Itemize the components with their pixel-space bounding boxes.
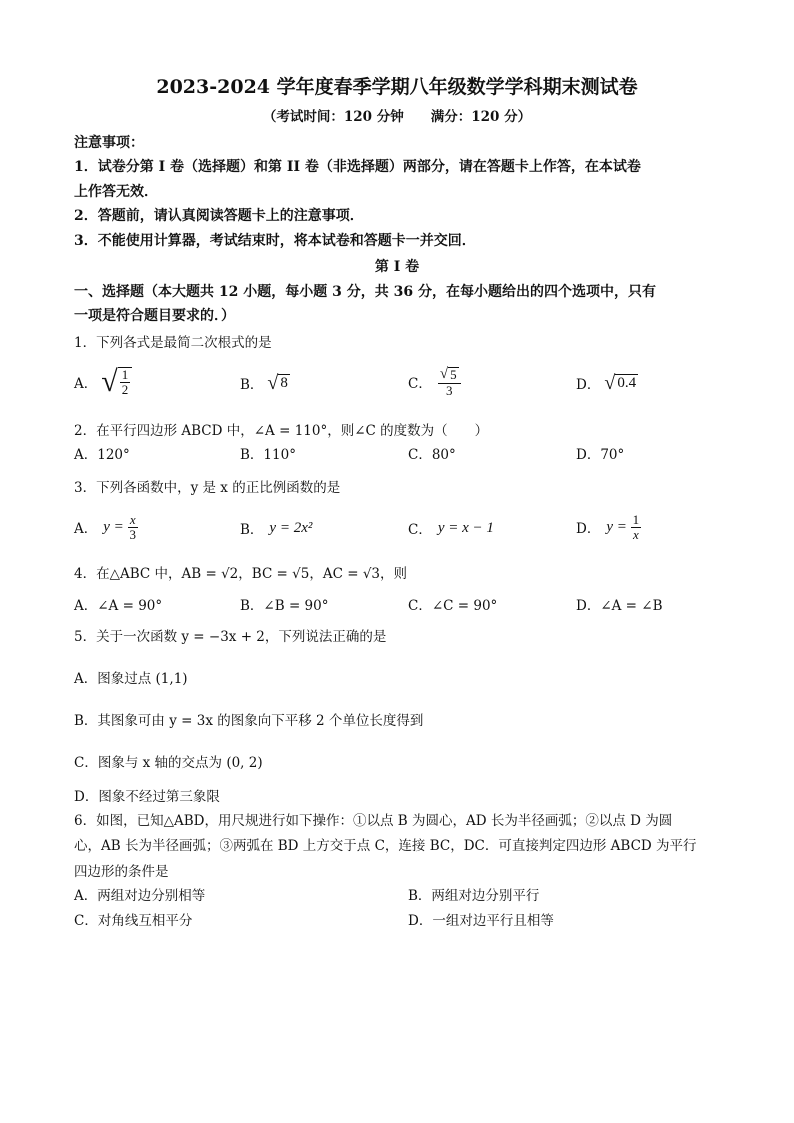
- q6-option-b: B．两组对边分别平行: [408, 888, 540, 904]
- math-y-eq-1-over-x: y =: [606, 518, 631, 535]
- q1-option-a: [74, 362, 132, 402]
- math-sqrt-one-half: √ $\frac{1}{2}$: [101, 365, 132, 399]
- q1-option-c: [408, 362, 461, 402]
- q1-option-d: [576, 370, 638, 396]
- notice-item-2: 2．答题前，请认真阅读答题卡上的注意事项．: [74, 208, 364, 224]
- q2-option-c: C．80°: [408, 447, 456, 463]
- q4-option-b: B．∠B = 90°: [240, 598, 329, 614]
- math-y-eq-2x2: y = 2x²: [269, 519, 313, 536]
- q2-option-b: B．110°: [240, 447, 296, 463]
- option-label: C．: [408, 376, 432, 392]
- notice-item-3: 3．不能使用计算器，考试结束时，将本试卷和答题卡一并交回．: [74, 233, 476, 249]
- section-heading: 一、选择题（本大题共 12 小题，每小题 3 分，共 36 分，在每小题给出的四个选项中，只有: [74, 284, 656, 300]
- math-sqrt-0-4: √ 0.4: [604, 371, 637, 394]
- q4-option-c: C．∠C = 90°: [408, 598, 498, 614]
- math-x-over-3: $\frac{x}{3}$: [129, 511, 137, 542]
- option-label: D．: [576, 377, 601, 393]
- math-y-eq-x-over-3: y =: [103, 518, 128, 535]
- q5-option-d: D．图象不经过第三象限: [74, 789, 220, 805]
- q3-option-b: [240, 515, 312, 541]
- option-label: B．: [240, 522, 264, 538]
- q4-option-d: D．∠A = ∠B: [576, 598, 663, 614]
- option-label: D．: [576, 521, 601, 537]
- q3-option-a: [74, 507, 138, 547]
- q3-stem: 3．下列各函数中，y 是 x 的正比例函数的是: [74, 480, 341, 496]
- q3-option-c: [408, 515, 494, 541]
- q6-stem-line-2: 心，AB 长为半径画弧；③两弧在 BD 上方交于点 C，连接 BC，DC．可直接判定四边形 ABCD 为平行: [74, 838, 697, 854]
- q1-stem: 1．下列各式是最简二次根式的是: [74, 335, 272, 351]
- math-sqrt5-over-3: √ 5 3: [438, 367, 461, 398]
- q2-stem: 2．在平行四边形 ABCD 中，∠A = 110°，则∠C 的度数为（ ）: [74, 423, 489, 439]
- notice-item-1-cont: 上作答无效．: [74, 184, 158, 200]
- q6-option-a: A．两组对边分别相等: [74, 888, 206, 904]
- exam-subtitle: （考试时间：120 分钟 满分：120 分）: [262, 109, 532, 125]
- q3-option-d: [576, 507, 641, 547]
- q6-option-c: C．对角线互相平分: [74, 913, 193, 929]
- q6-option-d: D．一组对边平行且相等: [408, 913, 554, 929]
- math-sqrt-8: √ 8: [267, 371, 288, 394]
- volume-heading: 第 I 卷: [374, 259, 420, 275]
- q6-stem-line-1: 6．如图，已知△ABD，用尺规进行如下操作：①以点 B 为圆心，AD 长为半径画弧；②以点 D 为圆: [74, 813, 673, 829]
- q2-option-a: A．120°: [74, 447, 130, 463]
- notice-heading: 注意事项：: [74, 135, 144, 151]
- q2-option-d: D．70°: [576, 447, 625, 463]
- math-y-eq-x-minus-1: y = x − 1: [437, 519, 494, 536]
- option-label: C．: [408, 522, 432, 538]
- q4-option-a: A．∠A = 90°: [74, 598, 163, 614]
- q1-option-b: [240, 370, 290, 396]
- option-label: A．: [74, 376, 98, 392]
- q5-option-c: C．图象与 x 轴的交点为 (0, 2): [74, 755, 263, 771]
- option-label: B．: [240, 377, 264, 393]
- q5-option-b: B．其图象可由 y = 3x 的图象向下平移 2 个单位长度得到: [74, 713, 424, 729]
- exam-title: 2023-2024 学年度春季学期八年级数学学科期末测试卷: [156, 76, 638, 98]
- notice-item-1: 1．试卷分第 I 卷（选择题）和第 II 卷（非选择题）两部分，请在答题卡上作答，在本试卷: [74, 159, 641, 175]
- math-1-over-x: $\frac{1}{x}$: [632, 511, 640, 542]
- section-heading-cont: 一项是符合题目要求的．）: [74, 308, 235, 324]
- q5-stem: 5．关于一次函数 y = −3x + 2，下列说法正确的是: [74, 629, 387, 645]
- q5-option-a: A．图象过点 (1,1): [74, 671, 188, 687]
- option-label: A．: [74, 521, 98, 537]
- q4-stem: 4．在△ABC 中，AB = √2，BC = √5，AC = √3，则: [74, 566, 408, 582]
- q6-stem-line-3: 四边形的条件是: [74, 864, 169, 880]
